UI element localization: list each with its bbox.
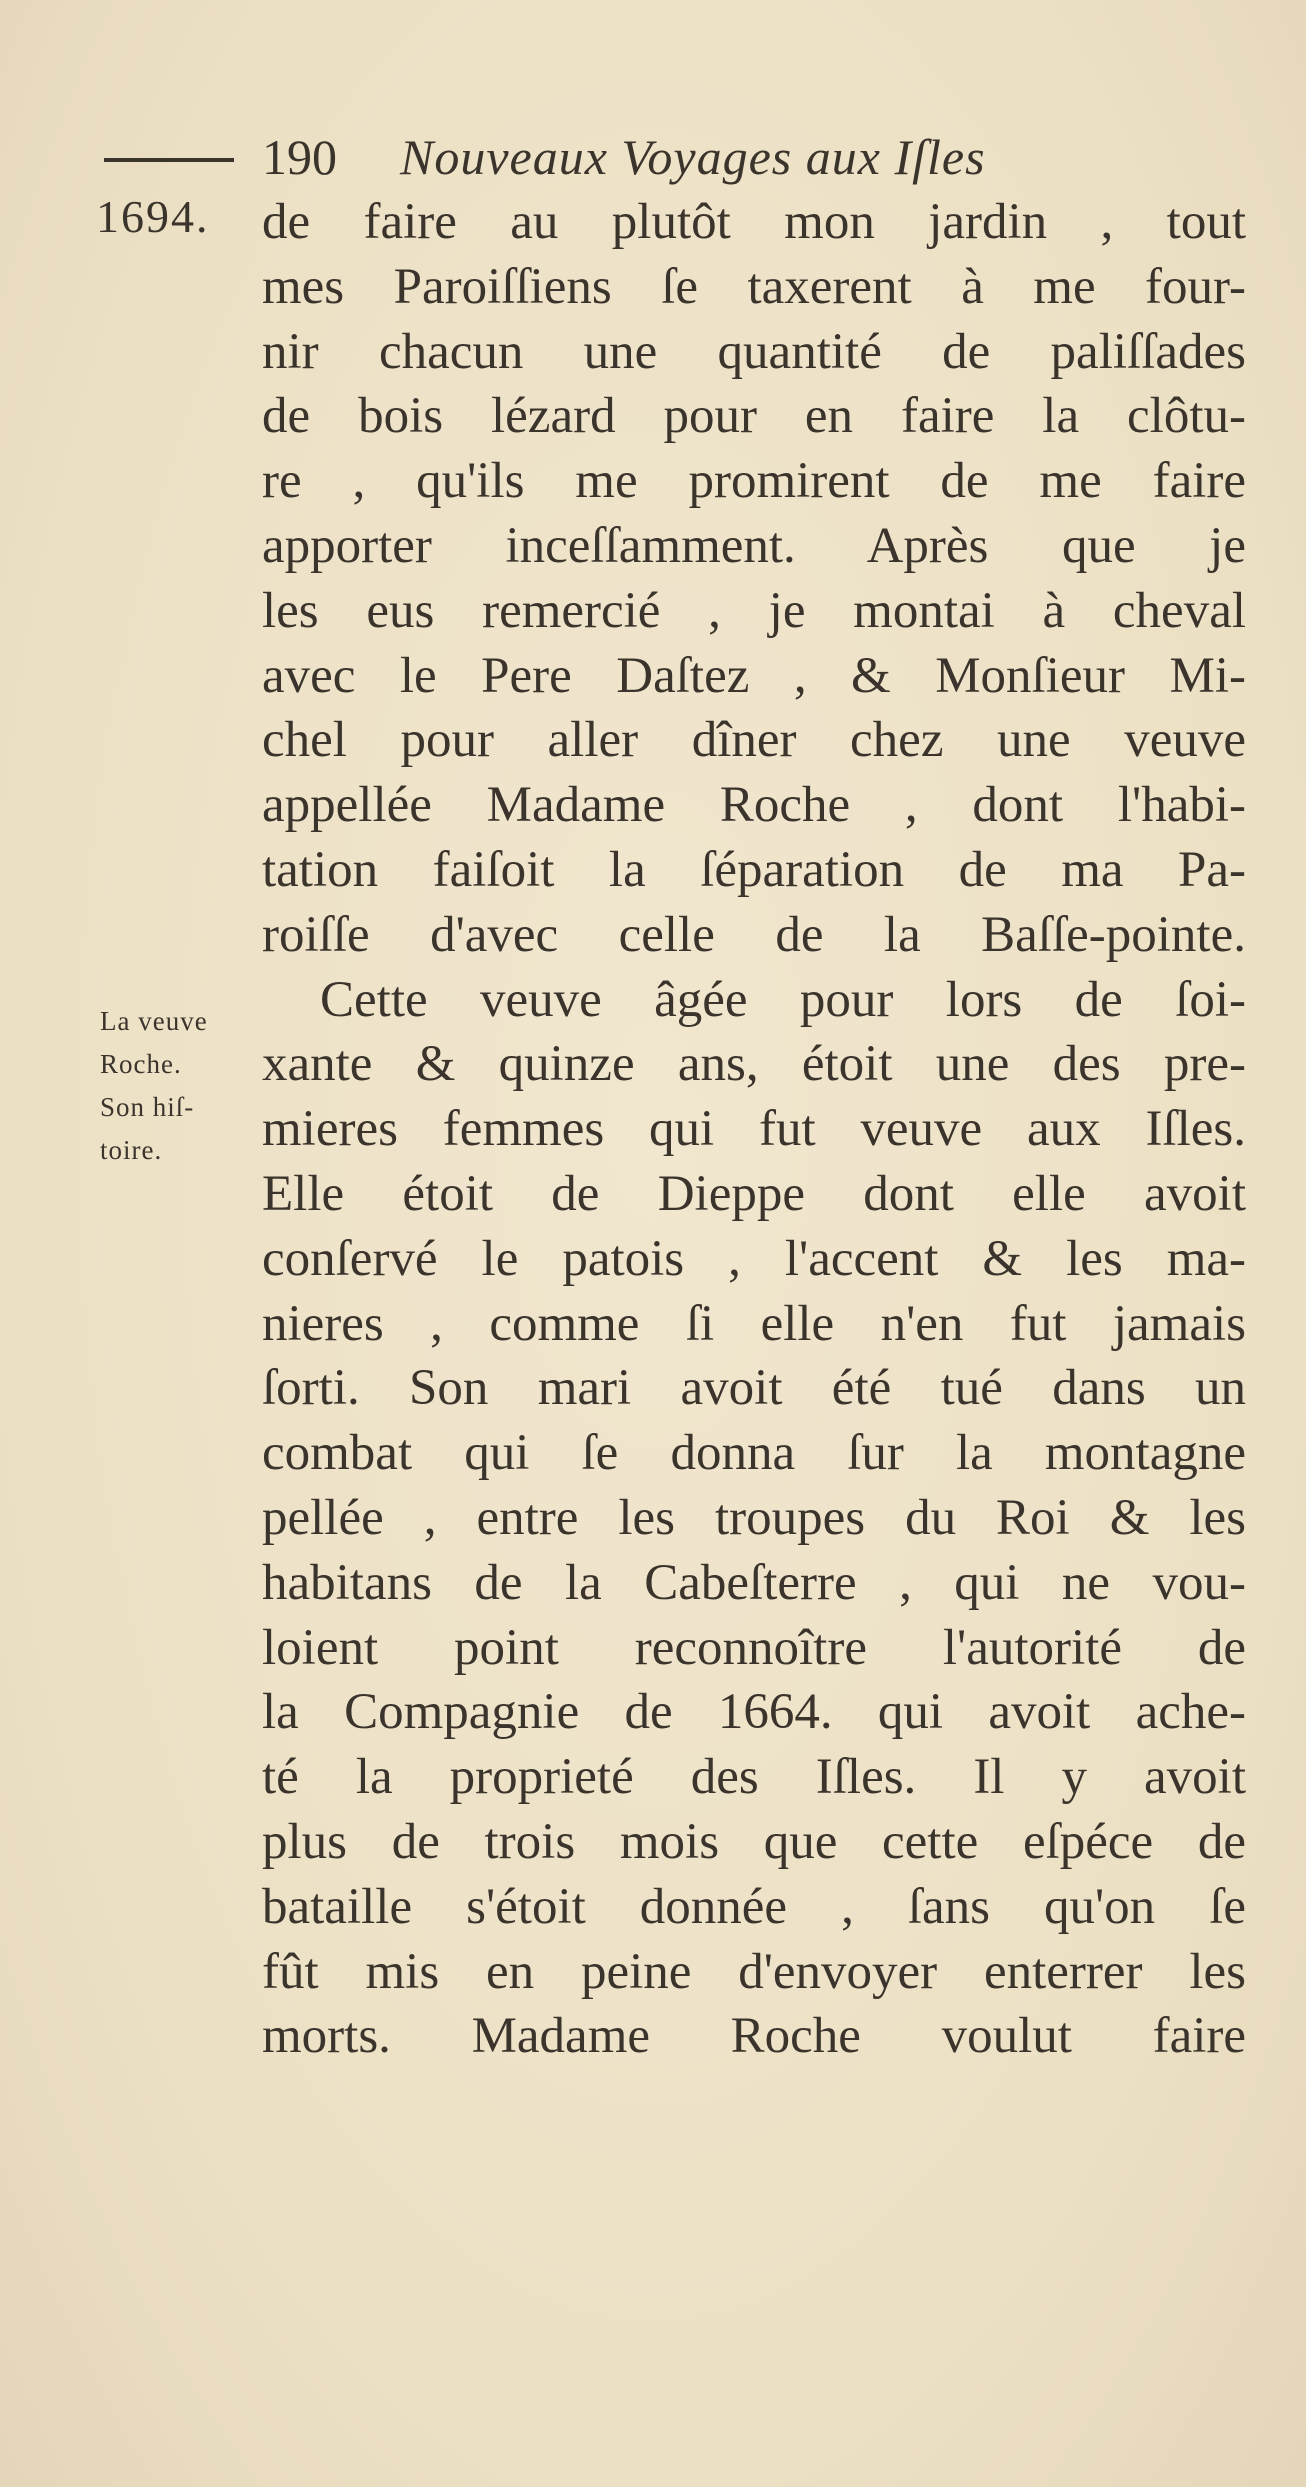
text-line: habitans de la Cabeſterre , qui ne vou- — [262, 1554, 1246, 1611]
text-line: chel pour aller dîner chez une veuve — [262, 712, 1246, 769]
text-line: combat qui ſe donna ſur la montagne — [262, 1425, 1246, 1482]
body-text — [262, 190, 1246, 2069]
margin-year: 1694. — [96, 191, 210, 242]
text-line: roiſſe d'avec celle de la Baſſe-pointe. — [262, 906, 1246, 963]
text-line: conſervé le patois , l'accent & les ma- — [262, 1230, 1246, 1287]
text-line: xante & quinze ans, étoit une des pre- — [262, 1036, 1246, 1093]
text-line: les eus remercié , je montai à cheval — [262, 582, 1246, 639]
text-line: re , qu'ils me promirent de me faire — [262, 453, 1246, 510]
margin-note-line: Roche. — [100, 1049, 182, 1079]
margin-note-line: La veuve — [100, 1006, 208, 1036]
text-line: apporter inceſſamment. Après que je — [262, 517, 1246, 574]
text-line: ſorti. Son mari avoit été tué dans un — [262, 1360, 1246, 1417]
text-line: appellée Madame Roche , dont l'habi- — [262, 777, 1246, 834]
text-line: la Compagnie de 1664. qui avoit ache- — [262, 1684, 1246, 1741]
margin-note-line: toire. — [100, 1135, 163, 1165]
header-rule — [104, 158, 234, 162]
text-line: Elle étoit de Dieppe dont elle avoit — [262, 1165, 1246, 1222]
text-line: morts. Madame Roche voulut faire — [262, 2008, 1246, 2065]
text-line: fût mis en peine d'envoyer enterrer les — [262, 1943, 1246, 2000]
margin-note — [100, 1000, 208, 1172]
text-line: mieres femmes qui fut veuve aux Iſles. — [262, 1101, 1246, 1158]
margin-note-line: Son hiſ- — [100, 1092, 195, 1122]
running-title: Nouveaux Voyages aux Iſles — [400, 129, 986, 185]
text-line: bataille s'étoit donnée , ſans qu'on ſe — [262, 1878, 1246, 1935]
text-line: de bois lézard pour en faire la clôtu- — [262, 388, 1246, 445]
text-line: de faire au plutôt mon jardin , tout — [262, 194, 1246, 250]
page-number: 190 — [262, 129, 337, 185]
text-line: té la proprieté des Iſles. Il y avoit — [262, 1749, 1246, 1806]
text-line: mes Paroiſſiens ſe taxerent à me four- — [262, 258, 1246, 315]
text-line: plus de trois mois que cette eſpéce de — [262, 1813, 1246, 1870]
text-line: Cette veuve âgée pour lors de ſoi- — [320, 971, 1246, 1028]
text-line: nir chacun une quantité de paliſſades — [262, 323, 1246, 380]
text-line: loient point reconnoître l'autorité de — [262, 1619, 1246, 1676]
text-line: avec le Pere Daſtez , & Monſieur Mi- — [262, 647, 1246, 704]
text-line: tation faiſoit la ſéparation de ma Pa- — [262, 841, 1246, 898]
running-header — [100, 128, 1246, 188]
text-line: nieres , comme ſi elle n'en fut jamais — [262, 1295, 1246, 1352]
text-line: pellée , entre les troupes du Roi & les — [262, 1489, 1246, 1546]
